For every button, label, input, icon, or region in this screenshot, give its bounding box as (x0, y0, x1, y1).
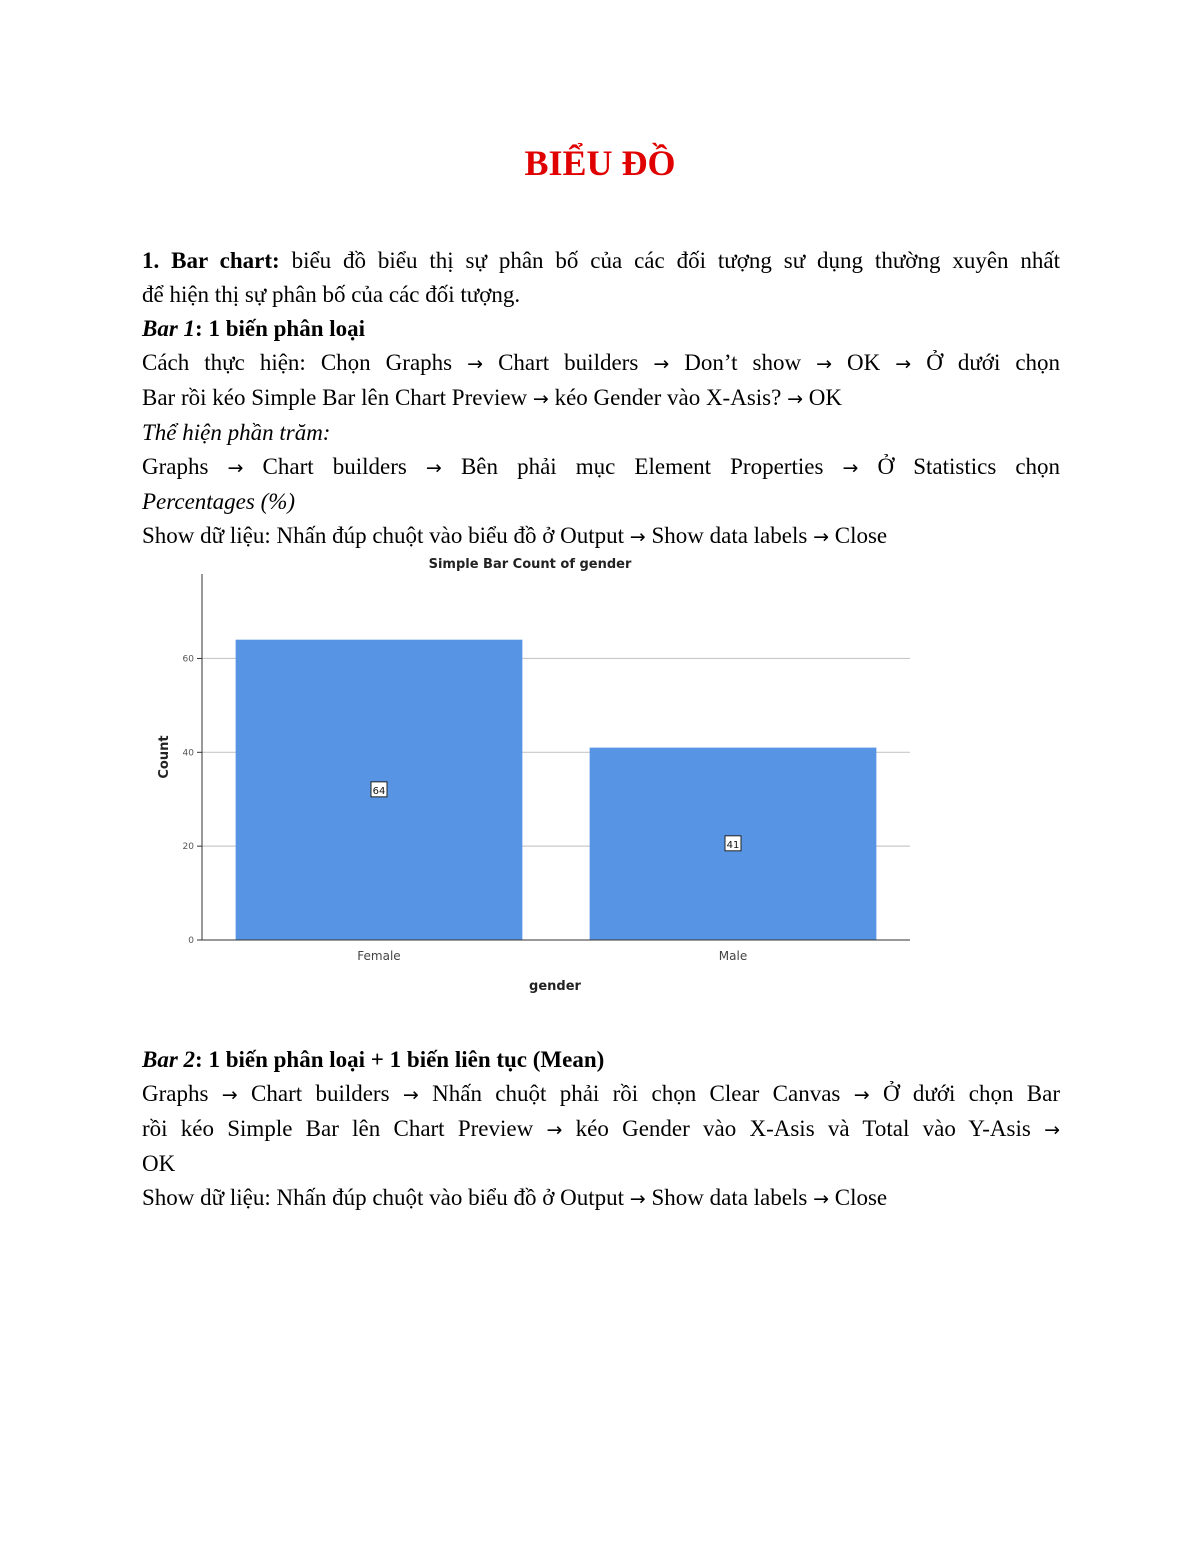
percent-steps-line-2: Percentages (%) (142, 489, 296, 514)
bar2-steps-line-3: OK (142, 1151, 176, 1176)
arrow-icon: → (653, 353, 670, 375)
x-tick-label: Female (357, 949, 401, 963)
intro-line-1: 1. Bar chart: biểu đồ biểu thị sự phân bố của các đối tượng sư dụng thường xuyên nhất (142, 248, 1061, 273)
section-bar2 (142, 1043, 1060, 1216)
y-tick-label: 40 (182, 748, 194, 759)
arrow-icon: → (425, 457, 442, 479)
arrow-icon: → (813, 526, 829, 548)
arrow-icon: → (1044, 1119, 1061, 1141)
bar2-heading: Bar 2: 1 biến phân loại + 1 biến liên tục (Mean) (142, 1047, 605, 1072)
y-tick-label: 20 (182, 842, 194, 853)
page-title: BIỂU ĐỒ (524, 143, 676, 183)
data-label: 41 (726, 839, 740, 851)
x-tick-label: Male (718, 949, 748, 963)
section-heading: 1. Bar chart: (142, 248, 280, 273)
bar1-heading: Bar 1: 1 biến phân loại (142, 316, 366, 341)
section-bar-chart (142, 244, 1060, 554)
arrow-icon: → (227, 457, 244, 479)
arrow-icon: → (467, 353, 484, 375)
y-axis-ticks (183, 654, 202, 946)
percent-steps-line-1: Graphs → Chart builders → Bên phải mục Element Properties → Ở Statistics chọn (142, 454, 1061, 479)
x-axis-label: gender (529, 979, 581, 994)
arrow-icon: → (787, 388, 803, 410)
arrow-icon: → (629, 1188, 646, 1210)
arrow-icon: → (402, 1084, 419, 1106)
arrow-icon: → (895, 353, 912, 375)
data-label: 64 (372, 785, 386, 797)
bar2-steps-line-2: rồi kéo Simple Bar lên Chart Preview → kéo Gender vào X-Asis và Total vào Y-Asis → (142, 1116, 1061, 1141)
x-axis-ticks (357, 949, 747, 963)
chart-bars (236, 640, 877, 940)
arrow-icon: → (842, 457, 859, 479)
y-axis-label: Count (157, 735, 172, 779)
bar-chart-svg (142, 552, 932, 1002)
y-tick-label: 60 (182, 654, 194, 665)
arrow-icon: → (816, 353, 832, 375)
bar1-steps-line-1: Cách thực hiện: Chọn Graphs → Chart builders → Don’t show → OK → Ở dưới chọn (142, 350, 1061, 375)
bar1-steps-line-2: Bar rồi kéo Simple Bar lên Chart Preview → kéo Gender vào X-Asis? → OK (142, 385, 842, 410)
arrow-icon: → (532, 388, 549, 410)
show-data-line-2: Show dữ liệu: Nhấn đúp chuột vào biểu đồ ở Output → Show data labels → Close (142, 1185, 888, 1210)
percent-heading: Thể hiện phần trăm: (142, 420, 331, 445)
arrow-icon: → (853, 1084, 870, 1106)
arrow-icon: → (629, 526, 646, 548)
bar-chart (142, 552, 932, 1002)
bar2-steps-line-1: Graphs → Chart builders → Nhấn chuột phải rồi chọn Clear Canvas → Ở dưới chọn Bar (142, 1081, 1060, 1106)
chart-title: Simple Bar Count of gender (428, 557, 632, 572)
intro-line-2: để hiện thị sự phân bố của các đối tượng. (142, 282, 521, 307)
arrow-icon: → (221, 1084, 238, 1106)
y-tick-label: 0 (188, 936, 194, 946)
show-data-line: Show dữ liệu: Nhấn đúp chuột vào biểu đồ ở Output → Show data labels → Close (142, 523, 888, 548)
arrow-icon: → (546, 1119, 563, 1141)
arrow-icon: → (813, 1188, 829, 1210)
